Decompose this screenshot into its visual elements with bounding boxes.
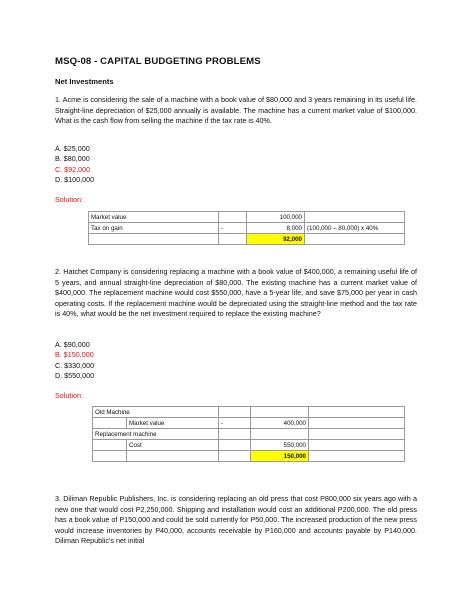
table-cell: 8,000 bbox=[247, 223, 305, 234]
option-item: D. $550,000 bbox=[55, 370, 95, 380]
table-row bbox=[89, 223, 405, 234]
table-row bbox=[89, 234, 405, 245]
table-cell: Cost bbox=[127, 440, 219, 451]
table-cell: 100,000 bbox=[247, 212, 305, 223]
table-cell bbox=[219, 451, 251, 462]
table-cell bbox=[219, 212, 247, 223]
table-cell: Tax on gain bbox=[89, 223, 219, 234]
table-cell bbox=[93, 440, 127, 451]
section-heading: Net Investments bbox=[55, 77, 114, 86]
result-cell: 92,000 bbox=[247, 234, 305, 245]
table-cell bbox=[251, 407, 309, 418]
table-cell bbox=[309, 429, 405, 440]
table-cell: Market value bbox=[89, 212, 219, 223]
question-1-text: 1. Acme is considering the sale of a machine with a book value of $80,000 and 3 years remaining in its useful life. Straight-line depreciation of $25,000 annually is available. The machine has a current market value of $100,000. What is the cash flow from selling the machine if the tax rate is 40%. bbox=[55, 95, 417, 126]
table-row bbox=[93, 418, 405, 429]
option-item: D. $100,000 bbox=[55, 174, 95, 184]
option-item-correct: C. $92,000 bbox=[55, 164, 91, 174]
table-row bbox=[93, 440, 405, 451]
table-cell bbox=[219, 407, 251, 418]
option-item: A. $90,000 bbox=[55, 340, 90, 349]
question-1-options bbox=[55, 144, 94, 185]
solution-label: Solution: bbox=[55, 391, 83, 400]
table-row bbox=[93, 429, 405, 440]
table-cell: - bbox=[219, 223, 247, 234]
table-cell: Old Machine bbox=[93, 407, 219, 418]
option-item-correct: B. $150,000 bbox=[55, 350, 94, 360]
table-row bbox=[93, 407, 405, 418]
table-cell bbox=[305, 234, 405, 245]
table-cell bbox=[309, 440, 405, 451]
table-row bbox=[89, 212, 405, 223]
table-cell: Market value bbox=[127, 418, 219, 429]
table-cell: 550,000 bbox=[251, 440, 309, 451]
question-2-text: 2. Hatchet Company is considering replacing a machine with a book value of $400,000, a remaining useful life of 5 years, and annual straight-line depreciation of $80,000. The existing machine has a current market value of $400,000. The replacement machine would cost $550,000, have a 5-year life, and save $75,000 per year in cash operating costs. If the replacement machine would be depreciated using the straight-line method and the tax rate is 40%, what would be the net investment required to replace the existing machine? bbox=[55, 267, 417, 319]
option-item: C. $330,000 bbox=[55, 360, 95, 370]
table-cell bbox=[251, 429, 309, 440]
question-3-text: 3. Diliman Republic Publishers, Inc. is considering replacing an old press that cost P800,000 six years ago with a new one that would cost P2,250,000. Shipping and installation would cost an additional P200,000. The old press has a book value of P150,000 and could be sold currently for P50,000. The increased production of the new press would increase inventories by P40,000, accounts receivable by P160,000 and accounts payable by P140,000. Diliman Republic’s net initial bbox=[55, 494, 417, 546]
table-cell bbox=[305, 212, 405, 223]
table-cell bbox=[309, 418, 405, 429]
table-cell bbox=[219, 440, 251, 451]
table-cell bbox=[219, 429, 251, 440]
table-cell bbox=[93, 451, 127, 462]
question-2-options bbox=[55, 340, 94, 381]
table-cell bbox=[127, 451, 219, 462]
table-row bbox=[93, 451, 405, 462]
table-cell: 400,000 bbox=[251, 418, 309, 429]
solution-label: Solution: bbox=[55, 195, 83, 204]
option-item: B. $80,000 bbox=[55, 154, 90, 164]
table-cell: (100,000 – 80,000) x 40% bbox=[305, 223, 405, 234]
result-cell: 150,000 bbox=[251, 451, 309, 462]
document-title: MSQ-08 - CAPITAL BUDGETING PROBLEMS bbox=[55, 56, 261, 67]
table-cell bbox=[93, 418, 127, 429]
table-cell bbox=[309, 407, 405, 418]
table-cell bbox=[89, 234, 219, 245]
table-cell: Replacement machine bbox=[93, 429, 219, 440]
table-cell bbox=[309, 451, 405, 462]
solution-table-1 bbox=[88, 211, 405, 245]
table-cell bbox=[219, 234, 247, 245]
table-cell: - bbox=[219, 418, 251, 429]
solution-table-2 bbox=[92, 406, 405, 462]
option-item: A. $25,000 bbox=[55, 144, 90, 153]
